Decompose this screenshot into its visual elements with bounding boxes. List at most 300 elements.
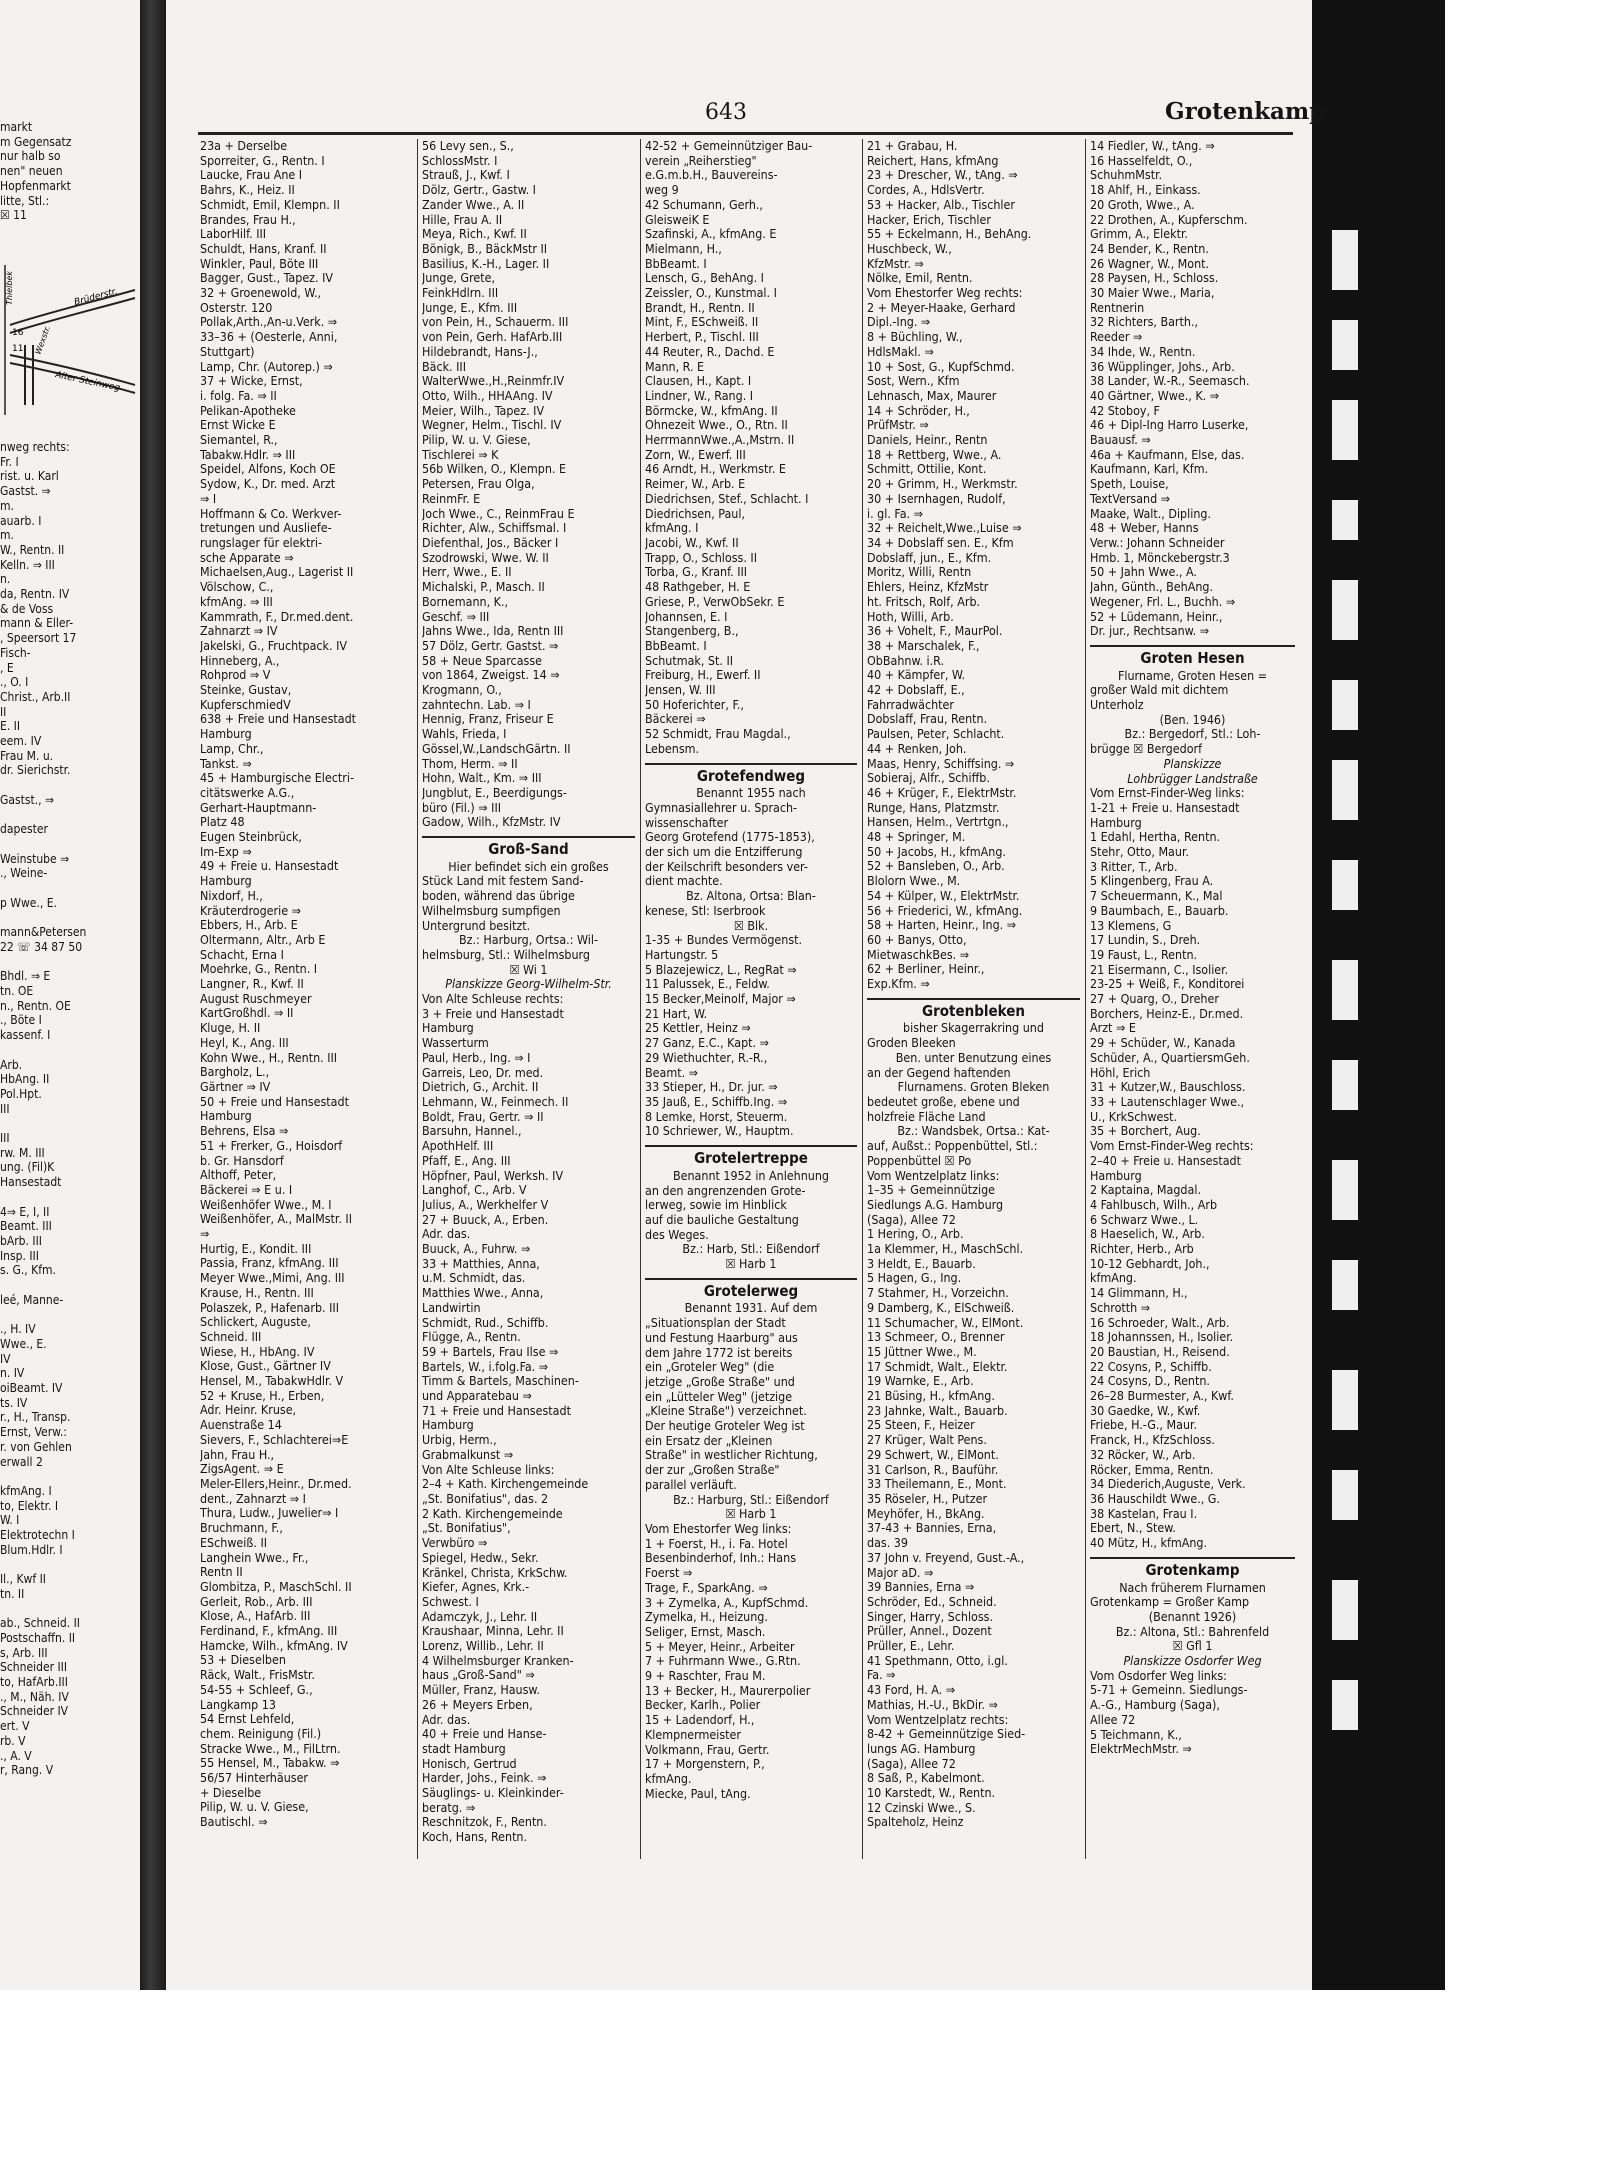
directory-entry: Buuck, A., Fuhrw. ⇒ (422, 1242, 531, 1257)
directory-entry: 15 Becker,Meinolf, Major ⇒ (645, 992, 796, 1007)
directory-entry: 5 Teichmann, K., (1090, 1727, 1182, 1742)
left-page-text-line: rw. M. III (0, 1145, 45, 1160)
left-page-text-line (0, 881, 140, 896)
directory-entry: Verw.: Johann Schneider (1090, 535, 1225, 550)
left-page-text-line: IV (0, 1351, 11, 1366)
directory-entry: Vom Ernst-Finder-Weg rechts: (1090, 1139, 1254, 1154)
directory-entry: Wahls, Frieda, I (422, 727, 507, 742)
directory-entry: 2 Kath. Kirchengemeinde (422, 1506, 563, 1521)
directory-entry: Schröder, Ed., Schneid. (867, 1594, 997, 1609)
directory-entry: Klose, A., HafArb. III (200, 1609, 311, 1624)
directory-entry: 26 + Meyers Erben, (422, 1697, 533, 1712)
map-reference: Planskizze Osdorfer Weg (1123, 1653, 1262, 1669)
directory-entry: der sich um die Entzifferung (645, 845, 803, 860)
directory-entry: 20 Baustian, H., Reisend. (1090, 1344, 1230, 1359)
directory-entry: Nölke, Emil, Rentn. (867, 271, 973, 286)
directory-entry: Rentnerin (1090, 300, 1145, 315)
left-page-text-line: ., M., Näh. IV (0, 1689, 69, 1704)
directory-entry: 56 + Friederici, W., kfmAng. (867, 903, 1023, 918)
directory-entry: Exp.Kfm. ⇒ (867, 977, 930, 992)
directory-entry: ObBahnw. i.R. (867, 653, 944, 668)
directory-entry: Basilius, K.-H., Lager. II (422, 256, 550, 271)
directory-entry: 11 Palussek, E., Feldw. (645, 977, 770, 992)
directory-entry: Vom Wentzelplatz rechts: (867, 1712, 1009, 1727)
directory-entry: Koch, Hans, Rentn. (422, 1830, 528, 1845)
directory-entry: 1-21 + Freie u. Hansestadt (1090, 800, 1240, 815)
directory-entry: 14 Glimmann, H., (1090, 1286, 1188, 1301)
directory-entry: 5 Klingenberg, Frau A. (1090, 874, 1214, 889)
directory-entry: Zander Wwe., A. II (422, 197, 525, 212)
directory-entry: 25 Kettler, Heinz ⇒ (645, 1021, 751, 1036)
left-page-text-line (0, 1190, 140, 1205)
directory-entry: Müller, Franz, Hausw. (422, 1683, 540, 1698)
directory-entry: Reeder ⇒ (1090, 330, 1143, 345)
directory-entry: Thura, Ludw., Juwelier⇒ I (200, 1506, 339, 1521)
directory-entry: 53 + Hacker, Alb., Tischler (867, 197, 1015, 212)
directory-entry: Flurnamens. Groten Bleken (897, 1080, 1050, 1095)
directory-entry: Kränkel, Christa, KrkSchw. (422, 1565, 568, 1580)
directory-entry: „St. Bonifatius", (422, 1521, 511, 1536)
directory-entry: Weißenhöfer, A., MalMstr. II (200, 1212, 352, 1227)
left-page-text-line: III (0, 1131, 10, 1146)
directory-entry: Lorenz, Willib., Lehr. II (422, 1639, 544, 1654)
directory-entry: 33 + Matthies, Anna, (422, 1256, 540, 1271)
directory-entry: Schneid. III (200, 1329, 262, 1344)
directory-entry: Jakelski, G., Fruchtpack. IV (200, 638, 347, 653)
directory-entry: Benannt 1952 in Anlehnung (672, 1168, 830, 1183)
directory-entry: 13 + Becker, H., Maurerpolier (645, 1683, 811, 1698)
directory-entry: Passia, Franz, kfmAng. III (200, 1256, 339, 1271)
directory-entry: LaborHilf. III (200, 227, 267, 242)
directory-entry: Bäckerei ⇒ (645, 712, 706, 727)
directory-entry: Bargholz, L., (200, 1065, 270, 1080)
directory-entry: Adamczyk, J., Lehr. II (422, 1609, 538, 1624)
directory-entry: der zur „Großen Straße" (645, 1463, 780, 1478)
directory-entry: 14 Fiedler, W., tAng. ⇒ (1090, 139, 1215, 153)
left-page-text-line: ert. V (0, 1719, 30, 1734)
directory-entry: 40 Mütz, H., kfmAng. (1090, 1536, 1208, 1551)
directory-entry: 15 Jüttner Wwe., M. (867, 1344, 977, 1359)
directory-entry: Paulsen, Peter, Schlacht. (867, 727, 1005, 742)
directory-entry: 25 Steen, F., Heizer (867, 1418, 975, 1433)
directory-entry: 33 Theilemann, E., Mont. (867, 1477, 1007, 1492)
column-rule-2 (640, 139, 641, 1859)
directory-entry: 40 Gärtner, Wwe., K. ⇒ (1090, 388, 1220, 403)
map-label-street4: Thielbek (5, 271, 14, 305)
directory-entry: Bz.: Wandsbek, Ortsa.: Kat- (897, 1124, 1050, 1139)
directory-entry: Höpfner, Paul, Werksh. IV (422, 1168, 564, 1183)
directory-entry: 19 Warnke, E., Arb. (867, 1374, 974, 1389)
directory-entry: 2 + Meyer-Haake, Gerhard (867, 300, 1016, 315)
page-number: 643 (705, 100, 747, 125)
directory-entry: Hamburg (1090, 1168, 1142, 1183)
directory-entry: parallel verläuft. (645, 1477, 737, 1492)
directory-entry: Ernst Wicke E (200, 418, 276, 433)
directory-entry: Benannt 1931. Auf dem (684, 1301, 818, 1316)
directory-entry: Langner, R., Kwf. II (200, 977, 304, 992)
directory-entry: helmsburg, Stl.: Wilhelmsburg (422, 947, 590, 962)
directory-entry: Freiburg, H., Ewerf. II (645, 668, 761, 683)
left-page-text-line: ., H. IV (0, 1322, 36, 1337)
directory-entry: Matthies Wwe., Anna, (422, 1286, 544, 1301)
left-page-text-line: W., Rentn. II (0, 542, 65, 557)
directory-entry: 34 Ihde, W., Rentn. (1090, 344, 1196, 359)
directory-entry: 8 + Büchling, W., (867, 330, 963, 345)
directory-entry: 7 + Fuhrmann Wwe., G.Rtn. (645, 1654, 801, 1669)
map-reference: Planskizze (1163, 755, 1222, 771)
directory-entry: Junge, Grete, (422, 271, 496, 286)
header-rule (198, 132, 1293, 135)
directory-entry: Borchers, Heinz-E., Dr.med. (1090, 1006, 1244, 1021)
directory-entry: 33–36 + (Oesterle, Anni, (200, 330, 338, 345)
directory-entry: auf, Außst.: Poppenbüttel, Stl.: (867, 1139, 1038, 1154)
directory-entry: Wegener, Frl. L., Buchh. ⇒ (1090, 594, 1236, 609)
directory-entry: 13 Klemens, G (1090, 918, 1172, 933)
directory-entry: ⇒ (200, 1227, 210, 1242)
directory-entry: 29 + Schüder, W., Kanada (1090, 1036, 1236, 1051)
directory-entry: Garreis, Leo, Dr. med. (422, 1065, 544, 1080)
directory-entry: Lensch, G., BehAng. I (645, 271, 764, 286)
directory-entry: 56/57 Hinterhäuser (200, 1771, 309, 1786)
directory-entry: Bäck. III (422, 359, 466, 374)
directory-entry: Bz.: Harburg, Ortsa.: Wil- (459, 933, 598, 948)
directory-entry: Johannsen, E. I (645, 609, 728, 624)
directory-entry: Schrotth ⇒ (1090, 1300, 1151, 1315)
directory-entry: 8 Haeselich, W., Arb. (1090, 1227, 1205, 1242)
directory-entry: 33 Stieper, H., Dr. jur. ⇒ (645, 1080, 778, 1095)
directory-entry: 23 Jahnke, Walt., Bauarb. (867, 1403, 1008, 1418)
directory-entry: 10 Karstedt, W., Rentn. (867, 1786, 996, 1801)
left-page-text-line: nen" neuen (0, 164, 63, 179)
directory-entry: Sobieraj, Alfr., Schiffb. (867, 771, 990, 786)
section-heading: Grotelerweg (645, 1278, 857, 1299)
directory-entry: Lehmann, W., Feinmech. II (422, 1095, 569, 1109)
directory-entry: Clausen, H., Kapt. I (645, 374, 752, 389)
directory-entry: 52 Schmidt, Frau Magdal., (645, 727, 791, 742)
directory-entry: Hmb. 1, Mönckebergstr.3 (1090, 550, 1230, 565)
directory-entry: Allee 72 (1090, 1712, 1136, 1727)
directory-entry: Reichert, Hans, kfmAng (867, 153, 999, 168)
directory-entry: HdlsMakl. ⇒ (867, 344, 934, 359)
directory-entry: Huschbeck, W., (867, 241, 952, 256)
left-page-text-line: Gastst., ⇒ (0, 792, 55, 807)
directory-entry: 48 + Weber, Hanns (1090, 521, 1199, 536)
directory-entry: Bautischl. ⇒ (200, 1815, 268, 1830)
directory-entry: 54-55 + Schleef, G., (200, 1682, 313, 1697)
directory-entry: 42-52 + Gemeinnütziger Bau- (645, 139, 813, 153)
directory-entry: 50 Hoferichter, F., (645, 697, 744, 712)
directory-entry: Julius, A., Werkhelfer V (422, 1197, 549, 1212)
directory-entry: Pollak,Arth.,An-u.Verk. ⇒ (200, 315, 338, 330)
left-page-text-line: bArb. III (0, 1233, 42, 1248)
left-page-text-line: Schneider III (0, 1660, 68, 1675)
left-page-text-line: II (0, 704, 7, 719)
right-edge-dark-area (1312, 0, 1445, 1990)
left-page-text-line: leé, Manne- (0, 1292, 64, 1307)
directory-entry: 15 + Ladendorf, H., (645, 1713, 755, 1728)
directory-entry: verein „Reiherstieg" (645, 153, 757, 168)
directory-entry: Bruchmann, F., (200, 1521, 283, 1536)
directory-entry: 44 Reuter, R., Dachd. E (645, 344, 775, 359)
directory-entry: (Ben. 1946) (1159, 712, 1226, 727)
directory-entry: Griese, P., VerwObSekr. E (645, 594, 785, 609)
directory-entry: Meier, Wilh., Tapez. IV (422, 403, 545, 418)
directory-entry: Urbig, Herm., (422, 1433, 497, 1448)
map-label-num2: 11 (12, 344, 24, 354)
directory-entry: „St. Bonifatius", das. 2 (422, 1491, 549, 1506)
directory-entry: 22 Cosyns, P., Schiffb. (1090, 1359, 1212, 1374)
left-page-text-line: Beamt. III (0, 1219, 52, 1234)
directory-entry: 53 + Dieselben (200, 1653, 286, 1668)
directory-entry: 2–4 + Kath. Kirchengemeinde (422, 1477, 589, 1492)
directory-entry: Siemantel, R., (200, 433, 278, 448)
directory-entry: Von Alte Schleuse links: (422, 1462, 555, 1477)
left-page-text-line: , E (0, 660, 14, 675)
left-page-text-line: 4⇒ E, I, II (0, 1204, 50, 1219)
left-page-text-line: tn. OE (0, 984, 34, 999)
directory-entry: haus „Groß-Sand" ⇒ (422, 1668, 535, 1683)
directory-entry: 1 Hering, O., Arb. (867, 1227, 964, 1242)
directory-entry: Adr. das. (422, 1227, 471, 1242)
left-page-text-line: Fr. I (0, 454, 19, 469)
directory-entry: Kräuterdrogerie ⇒ (200, 903, 301, 918)
left-page-text-line: ung. (Fil)K (0, 1160, 55, 1175)
section-heading: Grotenkamp (1090, 1557, 1295, 1578)
directory-entry: 36 Wüpplinger, Johs., Arb. (1090, 359, 1235, 374)
directory-entry: 50 + Jahn Wwe., A. (1090, 565, 1197, 580)
directory-entry: jetzige „Große Straße" und (645, 1374, 795, 1389)
directory-entry: 58 + Neue Sparcasse (422, 653, 542, 668)
directory-entry: 10 Schriewer, W., Hauptm. (645, 1124, 794, 1139)
left-page-text-line (0, 1278, 140, 1293)
directory-entry: Nach früherem Flurnamen (1119, 1580, 1266, 1595)
directory-entry: wissenschafter (645, 815, 729, 830)
directory-entry: Hamcke, Wilh., kfmAng. IV (200, 1638, 348, 1653)
directory-entry: Fahrradwächter (867, 697, 954, 712)
left-page-text-line: r., H., Transp. (0, 1410, 71, 1425)
directory-entry: 8 Lemke, Horst, Steuerm. (645, 1109, 788, 1124)
directory-entry: Sost, Wern., Kfm (867, 374, 960, 389)
directory-entry: + Dieselbe (200, 1785, 262, 1800)
directory-entry: 60 + Banys, Otto, (867, 932, 967, 947)
directory-entry: Fa. ⇒ (867, 1668, 896, 1683)
directory-entry: Räck, Walt., FrisMstr. (200, 1668, 315, 1683)
directory-entry: Winkler, Paul, Böte III (200, 256, 319, 271)
directory-entry: Der heutige Groteler Weg ist (645, 1419, 805, 1434)
left-page-text-line: Kelln. ⇒ III (0, 557, 55, 572)
left-page-text-line: , Speersort 17 (0, 631, 77, 646)
directory-entry: 14 + Schröder, H., (867, 403, 970, 418)
directory-entry: TextVersand ⇒ (1090, 491, 1171, 506)
directory-entry: Jahn, Frau H., (200, 1447, 275, 1462)
directory-entry: ☒ Blk. (733, 918, 769, 933)
directory-entry: ⇒ I (200, 491, 217, 506)
left-page-text-line: Schneider IV (0, 1704, 69, 1719)
directory-entry: dem Jahre 1772 ist bereits (645, 1345, 793, 1360)
directory-entry: 17 Lundin, S., Dreh. (1090, 933, 1201, 948)
directory-entry: Dipl.-Ing. ⇒ (867, 315, 931, 330)
directory-entry: 39 Bannies, Erna ⇒ (867, 1580, 975, 1595)
directory-entry: (Saga), Allee 72 (867, 1212, 956, 1227)
directory-entry: 34 Diederich,Auguste, Verk. (1090, 1477, 1246, 1492)
directory-entry: Gymnasiallehrer u. Sprach- (645, 800, 798, 815)
directory-entry: Moehrke, G., Rentn. I (200, 962, 318, 977)
column-2 (422, 139, 635, 1939)
directory-entry: Benannt 1955 nach (696, 786, 806, 801)
directory-entry: ☒ Gfl 1 (1172, 1639, 1213, 1654)
directory-entry: Zeissler, O., Kunstmal. I (645, 286, 777, 301)
directory-entry: Stuttgart) (200, 344, 255, 359)
left-page-text-line: Frau M. u. (0, 748, 54, 763)
directory-entry: ein „Lütteler Weg" (jetzige (645, 1389, 793, 1404)
directory-entry: weg 9 (645, 183, 679, 198)
left-page-text-line: ☒ 11 (0, 208, 27, 223)
directory-entry: Stangenberg, B., (645, 624, 739, 639)
directory-entry: Jensen, W. III (645, 683, 716, 698)
directory-entry: citätswerke A.G., (200, 785, 295, 800)
directory-entry: 3 + Zymelka, A., KupfSchmd. (645, 1595, 809, 1610)
directory-entry: Bz. Altona, Ortsa: Blan- (686, 889, 816, 904)
directory-entry: 17 Schmidt, Walt., Elektr. (867, 1359, 1008, 1374)
directory-entry: KartGroßhdl. ⇒ II (200, 1006, 294, 1021)
directory-entry: 10-12 Gebhardt, Joh., (1090, 1256, 1210, 1271)
directory-entry: Hamburg (200, 727, 252, 742)
directory-entry: von Pein, Gerh. HafArb.III (422, 330, 563, 345)
column-5 (1090, 139, 1295, 1939)
directory-entry: Im-Exp ⇒ (200, 844, 252, 859)
directory-entry: Rohprod ⇒ V (200, 668, 271, 683)
left-page-text-line: 22 ☏ 34 87 50 (0, 939, 83, 954)
left-page-text-line: s. G., Kfm. (0, 1263, 56, 1278)
column-4 (867, 139, 1080, 1939)
directory-entry: und Apparatebau ⇒ (422, 1389, 532, 1404)
directory-entry: stadt Hamburg (422, 1741, 506, 1756)
directory-entry: Speth, Louise, (1090, 477, 1169, 492)
directory-entry: 20 + Grimm, H., Werkmstr. (867, 477, 1018, 492)
directory-entry: ht. Fritsch, Rolf, Arb. (867, 594, 981, 609)
directory-entry: Meyer Wwe.,Mimi, Ang. III (200, 1271, 345, 1286)
directory-entry: 54 Ernst Lehfeld, (200, 1712, 295, 1727)
directory-entry: Schmidt, Rud., Schiffb. (422, 1315, 549, 1330)
directory-entry: 48 + Springer, M. (867, 830, 966, 845)
directory-entry: ein „Groteler Weg" (die (645, 1360, 775, 1375)
directory-entry: Bz.: Harburg, Stl.: Eißendorf (673, 1492, 829, 1507)
directory-entry: 23-25 + Weiß, F., Konditorei (1090, 977, 1245, 992)
left-page-text-line: E. II (0, 719, 21, 734)
directory-entry: 21 Büsing, H., kfmAng. (867, 1389, 995, 1404)
directory-entry: 37 + Wicke, Ernst, (200, 374, 303, 389)
directory-entry: Hacker, Erich, Tischler (867, 212, 991, 227)
directory-entry: SchuhmMstr. (1090, 168, 1163, 183)
directory-entry: Reimer, W., Arb. E (645, 477, 746, 492)
directory-entry: 38 Kastelan, Frau I. (1090, 1506, 1198, 1521)
directory-entry: Hoffmann & Co. Werkver- (200, 506, 342, 521)
directory-entry: Szafinski, A., kfmAng. E (645, 227, 777, 242)
directory-entry: Otto, Wilh., HHAAng. IV (422, 388, 553, 403)
directory-entry: großer Wald mit dichtem (1090, 683, 1229, 698)
directory-entry: des Weges. (645, 1227, 709, 1242)
directory-entry: Steinke, Gustav, (200, 683, 292, 698)
directory-entry: 35 + Borchert, Aug. (1090, 1124, 1201, 1139)
directory-entry: 1 + Foerst, H., i. Fa. Hotel (645, 1536, 788, 1551)
directory-entry: Bäckerei ⇒ E u. I (200, 1182, 293, 1197)
left-page-text-line (0, 1469, 140, 1484)
directory-entry: 21 Eisermann, C., Isolier. (1090, 962, 1229, 977)
directory-entry: 50 + Jacobs, H., kfmAng. (867, 844, 1006, 859)
directory-entry: 30 Gaedke, W., Kwf. (1090, 1403, 1201, 1418)
directory-entry: Zahnarzt ⇒ IV (200, 624, 278, 639)
left-page-text-line: kassenf. I (0, 1028, 51, 1043)
directory-entry: 27 + Quarg, O., Dreher (1090, 992, 1219, 1007)
directory-entry: der Keilschrift besonders ver- (645, 859, 808, 874)
directory-entry: Bauausf. ⇒ (1090, 433, 1151, 448)
left-page-text-line: Elektrotechn I (0, 1528, 75, 1543)
left-page-text-line (0, 911, 140, 926)
directory-entry: Vom Ehestorfer Weg rechts: (867, 286, 1023, 301)
directory-entry: Bornemann, K., (422, 594, 509, 609)
directory-entry: brügge ☒ Bergedorf (1090, 742, 1203, 757)
left-page-text-line: kfmAng. I (0, 1483, 52, 1498)
directory-entry: 2 Kaptaina, Magdal. (1090, 1183, 1201, 1198)
directory-entry: „Kleine Straße") verzeichnet. (645, 1404, 807, 1419)
directory-entry: 40 + Kämpfer, W. (867, 668, 966, 683)
directory-entry: Kluge, H. II (200, 1021, 261, 1036)
directory-entry: 32 + Reichelt,Wwe.,Luise ⇒ (867, 521, 1022, 536)
directory-entry: Osterstr. 120 (200, 300, 273, 315)
directory-entry: rungslager für elektri- (200, 535, 323, 550)
directory-entry: Stehr, Otto, Maur. (1090, 845, 1189, 860)
directory-entry: 42 + Dobslaff, E., (867, 683, 965, 698)
directory-entry: Klose, Gust., Gärtner IV (200, 1359, 331, 1374)
directory-entry: Spalteholz, Heinz (867, 1815, 964, 1830)
directory-entry: sche Apparate ⇒ (200, 550, 294, 565)
directory-entry: Bartels, W., i.folg.Fa. ⇒ (422, 1359, 549, 1374)
directory-entry: 46a + Kaufmann, Else, das. (1090, 447, 1245, 462)
directory-entry: Hamburg (1090, 815, 1142, 830)
directory-entry: MietwaschkBes. ⇒ (867, 947, 970, 962)
directory-entry: 9 Damberg, K., ElSchweiß. (867, 1300, 1015, 1315)
directory-entry: ZigsAgent. ⇒ E (200, 1462, 284, 1477)
directory-entry: 3 Heldt, E., Bauarb. (867, 1256, 976, 1271)
running-head: Grotenkamp (1165, 98, 1326, 125)
directory-entry: Maas, Henry, Schiffsing. ⇒ (867, 756, 1015, 771)
directory-entry: 4 Wilhelmsburger Kranken- (422, 1653, 574, 1668)
directory-entry: FeinkHdlrn. III (422, 286, 499, 301)
directory-entry: Pilip, W. u. V. Giese, (422, 433, 531, 448)
left-page-text-line: mann&Petersen (0, 925, 87, 940)
directory-entry: Schwest. I (422, 1594, 479, 1609)
directory-entry: 1 Edahl, Hertha, Rentn. (1090, 830, 1221, 845)
directory-entry: Hoth, Willi, Arb. (867, 609, 954, 624)
directory-entry: u.M. Schmidt, das. (422, 1271, 526, 1286)
directory-entry: 52 + Bansleben, O., Arb. (867, 859, 1005, 874)
directory-entry: holzfreie Fläche Land (867, 1109, 986, 1124)
directory-entry: tretungen und Ausliefe- (200, 521, 332, 536)
left-page-text-line: Weinstube ⇒ (0, 851, 70, 866)
directory-entry: Klempnermeister (645, 1727, 741, 1742)
left-page-text-line: dapester (0, 822, 48, 837)
left-page-text-line: ., A. V (0, 1748, 32, 1763)
directory-entry: 23 + Drescher, W., tAng. ⇒ (867, 168, 1018, 183)
left-page-text-line: ab., Schneid. II (0, 1616, 80, 1631)
directory-entry: Auenstraße 14 (200, 1418, 282, 1433)
directory-entry: Adr. das. (422, 1712, 471, 1727)
left-page-text-line: HbAng. II (0, 1072, 50, 1087)
directory-entry: Joch Wwe., C., ReinmFrau E (422, 506, 575, 521)
directory-entry: i. folg. Fa. ⇒ II (200, 388, 277, 403)
left-page-text-line: ., O. I (0, 675, 29, 690)
directory-entry: ein Ersatz der „Kleinen (645, 1433, 773, 1448)
